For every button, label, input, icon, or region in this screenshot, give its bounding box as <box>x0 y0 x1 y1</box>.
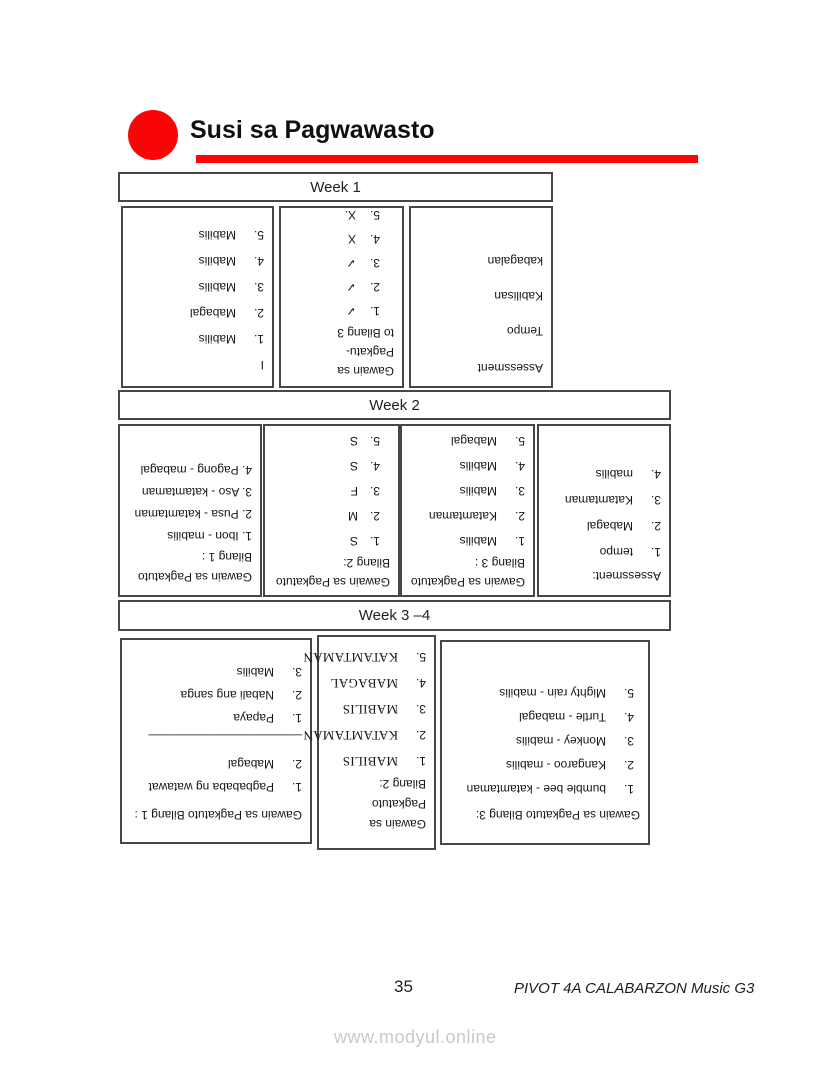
line-text: Monkey - mabilis <box>515 734 606 748</box>
answer-line <box>130 752 302 775</box>
rotated-content <box>402 426 533 595</box>
week-2-header <box>118 390 671 420</box>
line-number: 3. <box>514 484 525 498</box>
line-text: Mighty rain - mabilis <box>499 686 606 700</box>
answer-line <box>547 487 661 513</box>
box-heading-line <box>327 794 426 834</box>
line-number: 2. <box>369 280 380 294</box>
answer-line <box>450 753 640 777</box>
week-3-4-label: Week 3 –4 <box>358 607 431 624</box>
line-number: 5. <box>514 434 525 448</box>
line-text: Tempo <box>506 324 543 338</box>
line-text: Turtle - mabagal <box>519 710 606 724</box>
box-heading-line <box>327 774 426 794</box>
line-text: KATAMTAMAN <box>303 650 398 665</box>
line-text: to Bilang 3 <box>337 326 394 340</box>
line-number: 2. <box>623 758 634 772</box>
divider-line <box>130 729 302 752</box>
line-text: Kangaroo - mabilis <box>505 758 606 772</box>
line-text: Gawain sa Pagkatuto <box>137 570 252 584</box>
answer-line <box>410 428 525 453</box>
line-number: 1. <box>650 545 661 559</box>
line-number: 3. <box>291 665 302 679</box>
line-text: Mabilis <box>459 459 497 473</box>
line-number: 1. <box>415 754 426 768</box>
box-heading-line <box>419 358 543 378</box>
answer-line <box>410 528 525 553</box>
line-number: 2. <box>415 728 426 742</box>
answer-line <box>131 300 264 326</box>
rotated-content <box>123 208 272 386</box>
red-dot-icon <box>128 110 178 160</box>
line-text: Gawain sa Pagkatu- <box>337 345 394 378</box>
rotated-content <box>539 426 669 595</box>
check-mark: ✓ <box>345 256 356 270</box>
line-text: Kabilisan <box>494 289 543 303</box>
line-number: 3. <box>253 280 264 294</box>
answer-line <box>128 503 252 525</box>
line-number: 5. <box>369 434 380 448</box>
line-number: 4. <box>623 710 634 724</box>
answer-line <box>130 660 302 683</box>
line-text: 4. Pagong - mabagal <box>140 463 252 477</box>
line-number: 3. <box>415 702 426 716</box>
answer-line <box>131 274 264 300</box>
line-number: 3. <box>369 484 380 498</box>
line-text: 3. Aso - katamtaman <box>141 485 252 499</box>
rotated-content <box>122 640 310 842</box>
answer-line <box>327 696 426 722</box>
answer-line <box>131 222 264 248</box>
line-number: 5. <box>623 686 634 700</box>
answer-line <box>547 513 661 539</box>
answer-line <box>450 681 640 705</box>
line-number: 4. <box>369 459 380 473</box>
answer-box-week2-assessment <box>537 424 671 597</box>
week-1-label: Week 1 <box>310 178 361 196</box>
answer-line <box>419 243 543 278</box>
line-text: tempo <box>599 545 633 559</box>
line-number: 1. <box>623 782 634 796</box>
line-number: 4. <box>514 459 525 473</box>
answer-box-week1-gawain-3 <box>279 206 404 388</box>
answer-line <box>410 503 525 528</box>
answer-line <box>450 777 640 801</box>
answer-box-week34-gawain-3 <box>440 640 650 845</box>
line-text: Assessment <box>477 361 543 375</box>
line-number: 2. <box>514 509 525 523</box>
line-number: 5. <box>369 208 380 222</box>
box-heading-line <box>131 352 264 378</box>
line-text: Katamtaman <box>428 509 497 523</box>
answer-line <box>131 326 264 352</box>
line-number: 2. <box>291 688 302 702</box>
rotated-content <box>411 208 551 386</box>
line-text: MABILIS <box>342 754 398 769</box>
line-text: Mabilis <box>198 280 236 294</box>
answer-line <box>130 683 302 706</box>
line-number: 3. <box>650 493 661 507</box>
rotated-content <box>303 637 434 848</box>
line-text: Mabilis <box>198 332 236 346</box>
answer-line <box>450 705 640 729</box>
page-title: Susi sa Pagwawasto <box>190 116 435 144</box>
line-text: Papaya <box>233 711 274 725</box>
line-text: Mabagal <box>450 434 497 448</box>
line-text: Gawain sa Pagkatuto <box>410 575 525 589</box>
week-1-header <box>118 172 553 202</box>
rotated-content <box>120 426 260 595</box>
line-number: 4. <box>415 676 426 690</box>
x-mark: X. <box>344 208 356 222</box>
answer-line <box>128 481 252 503</box>
line-text: Bilang 1 : <box>201 550 252 564</box>
line-text: Mabilis <box>236 665 274 679</box>
line-text: Bilang 2: <box>379 777 426 791</box>
box-heading-line <box>128 567 252 587</box>
line-text: Gawain sa Pagkatuto Bilang 1 : <box>134 808 302 822</box>
answer-box-week2-gawain-1 <box>118 424 262 597</box>
line-text: 2. Pusa - katamtaman <box>134 507 252 521</box>
answer-line <box>410 478 525 503</box>
answer-line <box>273 503 390 528</box>
answer-line <box>289 299 394 323</box>
line-text: Bilang 3 : <box>474 556 525 570</box>
check-mark: ✓ <box>345 304 356 318</box>
rotated-content <box>281 208 402 386</box>
line-text: S <box>349 434 358 448</box>
line-text: I <box>260 358 264 372</box>
line-text: _______________________ <box>148 734 302 748</box>
answer-line <box>303 644 426 670</box>
check-mark: ✓ <box>345 280 356 294</box>
answer-line <box>128 525 252 547</box>
line-text: Mabagal <box>227 757 274 771</box>
box-heading-line <box>273 553 390 572</box>
answer-line <box>289 275 394 299</box>
answer-line <box>273 528 390 553</box>
x-mark: X <box>347 232 356 246</box>
line-text: S <box>349 459 358 473</box>
box-heading-line <box>273 572 390 591</box>
answer-box-week1-assessment-2 <box>121 206 274 388</box>
box-heading-line <box>128 547 252 567</box>
answer-box-week2-gawain-2 <box>263 424 400 597</box>
answer-box-week34-gawain-2 <box>303 635 436 850</box>
answer-line <box>419 313 543 348</box>
line-number: 5. <box>415 650 426 664</box>
answer-line <box>128 459 252 481</box>
line-number: 4. <box>369 232 380 246</box>
line-number: 3. <box>623 734 634 748</box>
answer-line <box>327 670 426 696</box>
box-heading-line <box>289 342 394 380</box>
line-text: MABILIS <box>342 702 398 717</box>
answer-line <box>547 539 661 565</box>
answer-line <box>410 453 525 478</box>
line-number: 2. <box>291 757 302 771</box>
line-number: 2. <box>369 509 380 523</box>
week-3-4-header <box>118 600 671 631</box>
line-number: 1. <box>291 711 302 725</box>
line-number: 1. <box>369 534 380 548</box>
answer-line <box>130 706 302 729</box>
line-number: 1. <box>369 304 380 318</box>
answer-line <box>289 251 394 275</box>
box-heading-line <box>130 804 302 826</box>
answer-box-week34-gawain-1 <box>120 638 312 844</box>
line-text: Gawain sa Pagkatuto <box>275 575 390 589</box>
footer-source-text: PIVOT 4A CALABARZON Music G3 <box>514 980 755 997</box>
line-number: 2. <box>253 306 264 320</box>
line-text: bumble bee - katamtaman <box>466 782 606 796</box>
line-text: Nabali ang sanga <box>180 688 274 702</box>
line-number: 1. <box>253 332 264 346</box>
answer-line <box>450 729 640 753</box>
line-text: Gawain sa Pagkatuto <box>369 797 426 831</box>
answer-line <box>547 461 661 487</box>
line-number: 3. <box>369 256 380 270</box>
line-number: 1. <box>291 780 302 794</box>
box-heading-line <box>450 803 640 827</box>
page-number: 35 <box>394 977 413 996</box>
line-number: 4. <box>650 467 661 481</box>
answer-line <box>273 478 390 503</box>
line-number: 1. <box>514 534 525 548</box>
line-text: mabilis <box>595 467 633 481</box>
answer-line <box>130 775 302 798</box>
box-heading-line <box>547 565 661 587</box>
line-text: KATAMTAMAN <box>303 728 398 743</box>
line-text: F <box>350 484 358 498</box>
line-text: M <box>348 509 358 523</box>
line-text: Katamtaman <box>564 493 633 507</box>
answer-line <box>289 227 394 251</box>
line-text: 1. Ibon - mabilis <box>167 529 252 543</box>
line-text: MABAGAL <box>330 676 398 691</box>
line-text: Mabagal <box>189 306 236 320</box>
watermark-text: www.modyul.online <box>334 1027 497 1047</box>
line-text: kabagalan <box>487 254 543 268</box>
line-text: S <box>349 534 358 548</box>
answer-line <box>131 248 264 274</box>
line-text: Mabilis <box>459 484 497 498</box>
rotated-content <box>442 642 648 843</box>
answer-line <box>303 722 426 748</box>
line-number: 5. <box>253 228 264 242</box>
rotated-content <box>265 426 398 595</box>
answer-line <box>273 428 390 453</box>
answer-line <box>419 278 543 313</box>
answer-box-week2-gawain-3 <box>400 424 535 597</box>
line-number: 2. <box>650 519 661 533</box>
line-text: Mabilis <box>459 534 497 548</box>
answer-box-week1-assessment <box>409 206 553 388</box>
line-text: Mabilis <box>198 254 236 268</box>
line-text: Gawain sa Pagkatuto Bilang 3: <box>475 808 640 822</box>
title-underline <box>196 155 698 163</box>
box-heading-line <box>410 553 525 572</box>
answer-line <box>327 748 426 774</box>
answer-line <box>289 203 394 227</box>
line-text: Pagbababa ng watawat <box>148 780 274 794</box>
line-text: Bilang 2: <box>343 556 390 570</box>
week-2-label: Week 2 <box>369 396 420 414</box>
answer-line <box>273 453 390 478</box>
line-number: 4. <box>253 254 264 268</box>
box-heading-line <box>410 572 525 591</box>
line-text: Mabilis <box>198 228 236 242</box>
line-text: Assessment: <box>592 569 661 583</box>
box-heading-line <box>289 323 394 342</box>
line-text: Mabagal <box>586 519 633 533</box>
